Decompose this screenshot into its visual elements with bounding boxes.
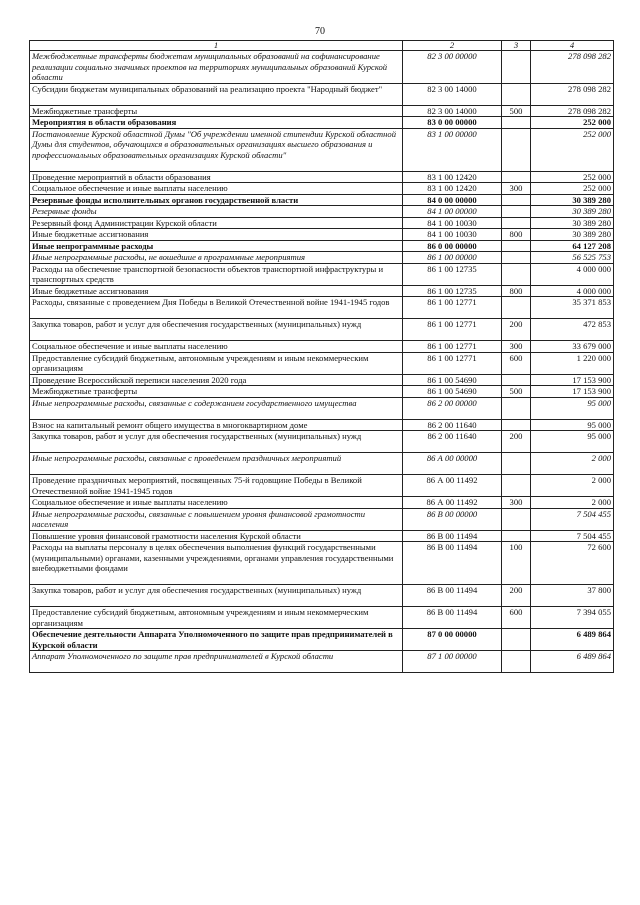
- cell-sum: 7 394 055: [531, 607, 614, 629]
- table-row: [30, 530, 614, 542]
- cell-type: [502, 128, 531, 171]
- cell-type: [502, 397, 531, 419]
- cell-name: Резервные фонды: [30, 206, 403, 218]
- cell-code: 86 В 00 00000: [403, 508, 502, 530]
- cell-code: 86 1 00 12771: [403, 352, 502, 374]
- cell-sum: 2 000: [531, 497, 614, 509]
- table-row: [30, 397, 614, 419]
- table-row: [30, 183, 614, 195]
- table-row: [30, 117, 614, 129]
- cell-sum: 6 489 864: [531, 651, 614, 673]
- table-row: [30, 585, 614, 607]
- cell-sum: 278 098 282: [531, 105, 614, 117]
- cell-type: 300: [502, 497, 531, 509]
- cell-name: Предоставление субсидий бюджетным, автономным учреждениям и иным некоммерческим организациям: [30, 607, 403, 629]
- cell-code: 86 В 00 11494: [403, 530, 502, 542]
- cell-code: 84 0 00 00000: [403, 194, 502, 206]
- cell-code: 86 2 00 11640: [403, 419, 502, 431]
- cell-type: 300: [502, 341, 531, 353]
- cell-sum: 95 000: [531, 397, 614, 419]
- cell-name: Межбюджетные трансферты бюджетам муниципальных образований на софинансирование реализации социально значимых проектов на территориях муниципальных образований Курской области: [30, 51, 403, 84]
- cell-code: 86 1 00 12771: [403, 319, 502, 341]
- cell-name: Межбюджетные трансферты: [30, 386, 403, 398]
- cell-name: Социальное обеспечение и иные выплаты населению: [30, 341, 403, 353]
- cell-name: Повышение уровня финансовой грамотности населения Курской области: [30, 530, 403, 542]
- cell-sum: 30 389 280: [531, 229, 614, 241]
- cell-name: Субсидии бюджетам муниципальных образований на реализацию проекта "Народный бюджет": [30, 83, 403, 105]
- cell-code: 83 1 00 00000: [403, 128, 502, 171]
- cell-sum: 17 153 900: [531, 386, 614, 398]
- cell-type: [502, 297, 531, 319]
- table-row: [30, 629, 614, 651]
- table-row: [30, 374, 614, 386]
- cell-sum: 252 000: [531, 171, 614, 183]
- cell-sum: 1 220 000: [531, 352, 614, 374]
- cell-type: [502, 240, 531, 252]
- cell-type: [502, 629, 531, 651]
- table-row: [30, 319, 614, 341]
- budget-table: [29, 40, 614, 673]
- cell-type: 200: [502, 319, 531, 341]
- table-row: [30, 431, 614, 453]
- column-header-code: 2: [403, 41, 502, 51]
- table-row: [30, 352, 614, 374]
- cell-name: Социальное обеспечение и иные выплаты населению: [30, 497, 403, 509]
- cell-code: 86 А 00 11492: [403, 475, 502, 497]
- cell-type: 800: [502, 285, 531, 297]
- cell-sum: 33 679 000: [531, 341, 614, 353]
- cell-type: [502, 51, 531, 84]
- table-row: [30, 651, 614, 673]
- cell-sum: 252 000: [531, 183, 614, 195]
- cell-type: [502, 171, 531, 183]
- cell-type: 200: [502, 431, 531, 453]
- cell-type: 800: [502, 229, 531, 241]
- cell-name: Закупка товаров, работ и услуг для обеспечения государственных (муниципальных) нужд: [30, 431, 403, 453]
- table-row: [30, 252, 614, 264]
- table-row: [30, 105, 614, 117]
- cell-type: [502, 530, 531, 542]
- cell-type: 300: [502, 183, 531, 195]
- cell-code: 86 В 00 11494: [403, 585, 502, 607]
- cell-name: Взнос на капитальный ремонт общего имущества в многоквартирном доме: [30, 419, 403, 431]
- cell-name: Иные непрограммные расходы, связанные с проведением праздничных мероприятий: [30, 453, 403, 475]
- cell-name: Иные непрограммные расходы, связанные с повышением уровня финансовой грамотности населения: [30, 508, 403, 530]
- cell-code: 86 1 00 12735: [403, 285, 502, 297]
- table-row: [30, 128, 614, 171]
- cell-code: 84 1 00 10030: [403, 217, 502, 229]
- table-row: [30, 263, 614, 285]
- cell-code: 86 1 00 12771: [403, 297, 502, 319]
- cell-name: Иные бюджетные ассигнования: [30, 229, 403, 241]
- cell-sum: 6 489 864: [531, 629, 614, 651]
- table-row: [30, 229, 614, 241]
- cell-code: 82 3 00 14000: [403, 83, 502, 105]
- cell-sum: 17 153 900: [531, 374, 614, 386]
- cell-code: 83 1 00 12420: [403, 171, 502, 183]
- table-row: [30, 240, 614, 252]
- cell-type: [502, 263, 531, 285]
- cell-type: [502, 508, 531, 530]
- table-row: [30, 217, 614, 229]
- cell-sum: 7 504 455: [531, 530, 614, 542]
- cell-code: 84 1 00 00000: [403, 206, 502, 218]
- cell-type: [502, 475, 531, 497]
- table-row: [30, 386, 614, 398]
- cell-name: Аппарат Уполномоченного по защите прав предпринимателей в Курской области: [30, 651, 403, 673]
- cell-name: Проведение праздничных мероприятий, посвященных 75-й годовщине Победы в Великой Отечественной войне 1941-1945 годов: [30, 475, 403, 497]
- table-row: [30, 297, 614, 319]
- table-row: [30, 171, 614, 183]
- cell-code: 86 В 00 11494: [403, 607, 502, 629]
- cell-code: 86 В 00 11494: [403, 542, 502, 585]
- cell-type: 500: [502, 105, 531, 117]
- cell-sum: 35 371 853: [531, 297, 614, 319]
- cell-code: 82 3 00 14000: [403, 105, 502, 117]
- cell-sum: 278 098 282: [531, 51, 614, 84]
- table-row: [30, 83, 614, 105]
- cell-sum: 252 000: [531, 128, 614, 171]
- cell-type: 100: [502, 542, 531, 585]
- cell-name: Резервный фонд Администрации Курской области: [30, 217, 403, 229]
- cell-name: Предоставление субсидий бюджетным, автономным учреждениям и иным некоммерческим организациям: [30, 352, 403, 374]
- cell-name: Иные непрограммные расходы, связанные с содержанием государственного имущества: [30, 397, 403, 419]
- cell-name: Межбюджетные трансферты: [30, 105, 403, 117]
- table-row: [30, 341, 614, 353]
- cell-sum: 2 000: [531, 475, 614, 497]
- cell-code: 83 1 00 12420: [403, 183, 502, 195]
- cell-type: 600: [502, 607, 531, 629]
- cell-sum: 30 389 280: [531, 194, 614, 206]
- cell-code: 86 1 00 12771: [403, 341, 502, 353]
- column-number-row: [30, 41, 614, 51]
- cell-sum: 4 000 000: [531, 263, 614, 285]
- cell-type: 600: [502, 352, 531, 374]
- cell-name: Проведение Всероссийской переписи населения 2020 года: [30, 374, 403, 386]
- page-number: 70: [315, 26, 325, 37]
- column-header-type: 3: [502, 41, 531, 51]
- cell-sum: 72 600: [531, 542, 614, 585]
- cell-name: Обеспечение деятельности Аппарата Уполномоченного по защите прав предпринимателей в Курской области: [30, 629, 403, 651]
- cell-name: Социальное обеспечение и иные выплаты населению: [30, 183, 403, 195]
- cell-name: Расходы, связанные с проведением Дня Победы в Великой Отечественной войне 1941-1945 годов: [30, 297, 403, 319]
- table-row: [30, 497, 614, 509]
- cell-type: [502, 83, 531, 105]
- cell-code: 86 1 00 00000: [403, 252, 502, 264]
- table-row: [30, 51, 614, 84]
- table-row: [30, 542, 614, 585]
- cell-name: Расходы на выплаты персоналу в целях обеспечения выполнения функций государственными (муниципальными) органами, казенными учреждениями, органами управления государственными внебюджетными фондами: [30, 542, 403, 585]
- cell-code: 82 3 00 00000: [403, 51, 502, 84]
- cell-code: 83 0 00 00000: [403, 117, 502, 129]
- cell-type: [502, 374, 531, 386]
- cell-sum: 30 389 280: [531, 206, 614, 218]
- table-row: [30, 475, 614, 497]
- cell-sum: 252 000: [531, 117, 614, 129]
- cell-name: Иные непрограммные расходы, не вошедшие в программные мероприятия: [30, 252, 403, 264]
- cell-type: [502, 206, 531, 218]
- cell-sum: 30 389 280: [531, 217, 614, 229]
- cell-sum: 2 000: [531, 453, 614, 475]
- cell-name: Закупка товаров, работ и услуг для обеспечения государственных (муниципальных) нужд: [30, 319, 403, 341]
- cell-sum: 64 127 208: [531, 240, 614, 252]
- cell-name: Иные бюджетные ассигнования: [30, 285, 403, 297]
- cell-type: 500: [502, 386, 531, 398]
- table-row: [30, 285, 614, 297]
- cell-type: [502, 117, 531, 129]
- cell-code: 84 1 00 10030: [403, 229, 502, 241]
- cell-code: 86 А 00 11492: [403, 497, 502, 509]
- cell-sum: 95 000: [531, 419, 614, 431]
- cell-code: 86 А 00 00000: [403, 453, 502, 475]
- cell-sum: 7 504 455: [531, 508, 614, 530]
- table-row: [30, 194, 614, 206]
- cell-sum: 56 525 753: [531, 252, 614, 264]
- cell-code: 86 1 00 12735: [403, 263, 502, 285]
- cell-code: 87 0 00 00000: [403, 629, 502, 651]
- cell-type: [502, 453, 531, 475]
- table-row: [30, 607, 614, 629]
- cell-code: 86 0 00 00000: [403, 240, 502, 252]
- table-row: [30, 206, 614, 218]
- cell-type: [502, 217, 531, 229]
- cell-code: 86 2 00 11640: [403, 431, 502, 453]
- column-header-sum: 4: [531, 41, 614, 51]
- table-row: [30, 419, 614, 431]
- cell-code: 86 2 00 00000: [403, 397, 502, 419]
- table-row: [30, 508, 614, 530]
- cell-code: 86 1 00 54690: [403, 386, 502, 398]
- cell-name: Расходы на обеспечение транспортной безопасности объектов транспортной инфраструктуры и транспортных средств: [30, 263, 403, 285]
- cell-type: [502, 419, 531, 431]
- cell-name: Иные непрограммные расходы: [30, 240, 403, 252]
- cell-name: Резервные фонды исполнительных органов государственной власти: [30, 194, 403, 206]
- cell-name: Мероприятия в области образования: [30, 117, 403, 129]
- cell-sum: 37 800: [531, 585, 614, 607]
- cell-type: 200: [502, 585, 531, 607]
- cell-sum: 95 000: [531, 431, 614, 453]
- cell-code: 86 1 00 54690: [403, 374, 502, 386]
- column-header-name: 1: [30, 41, 403, 51]
- cell-type: [502, 194, 531, 206]
- table-row: [30, 453, 614, 475]
- cell-sum: 278 098 282: [531, 83, 614, 105]
- cell-type: [502, 252, 531, 264]
- cell-sum: 4 000 000: [531, 285, 614, 297]
- cell-name: Проведение мероприятий в области образования: [30, 171, 403, 183]
- cell-code: 87 1 00 00000: [403, 651, 502, 673]
- cell-name: Закупка товаров, работ и услуг для обеспечения государственных (муниципальных) нужд: [30, 585, 403, 607]
- cell-name: Постановление Курской областной Думы "Об учреждении именной стипендии Курской областной Думы для студентов, обучающихся в образовательных организациях высшего образования и профессиональных образовательных организациях Курской области": [30, 128, 403, 171]
- cell-sum: 472 853: [531, 319, 614, 341]
- cell-type: [502, 651, 531, 673]
